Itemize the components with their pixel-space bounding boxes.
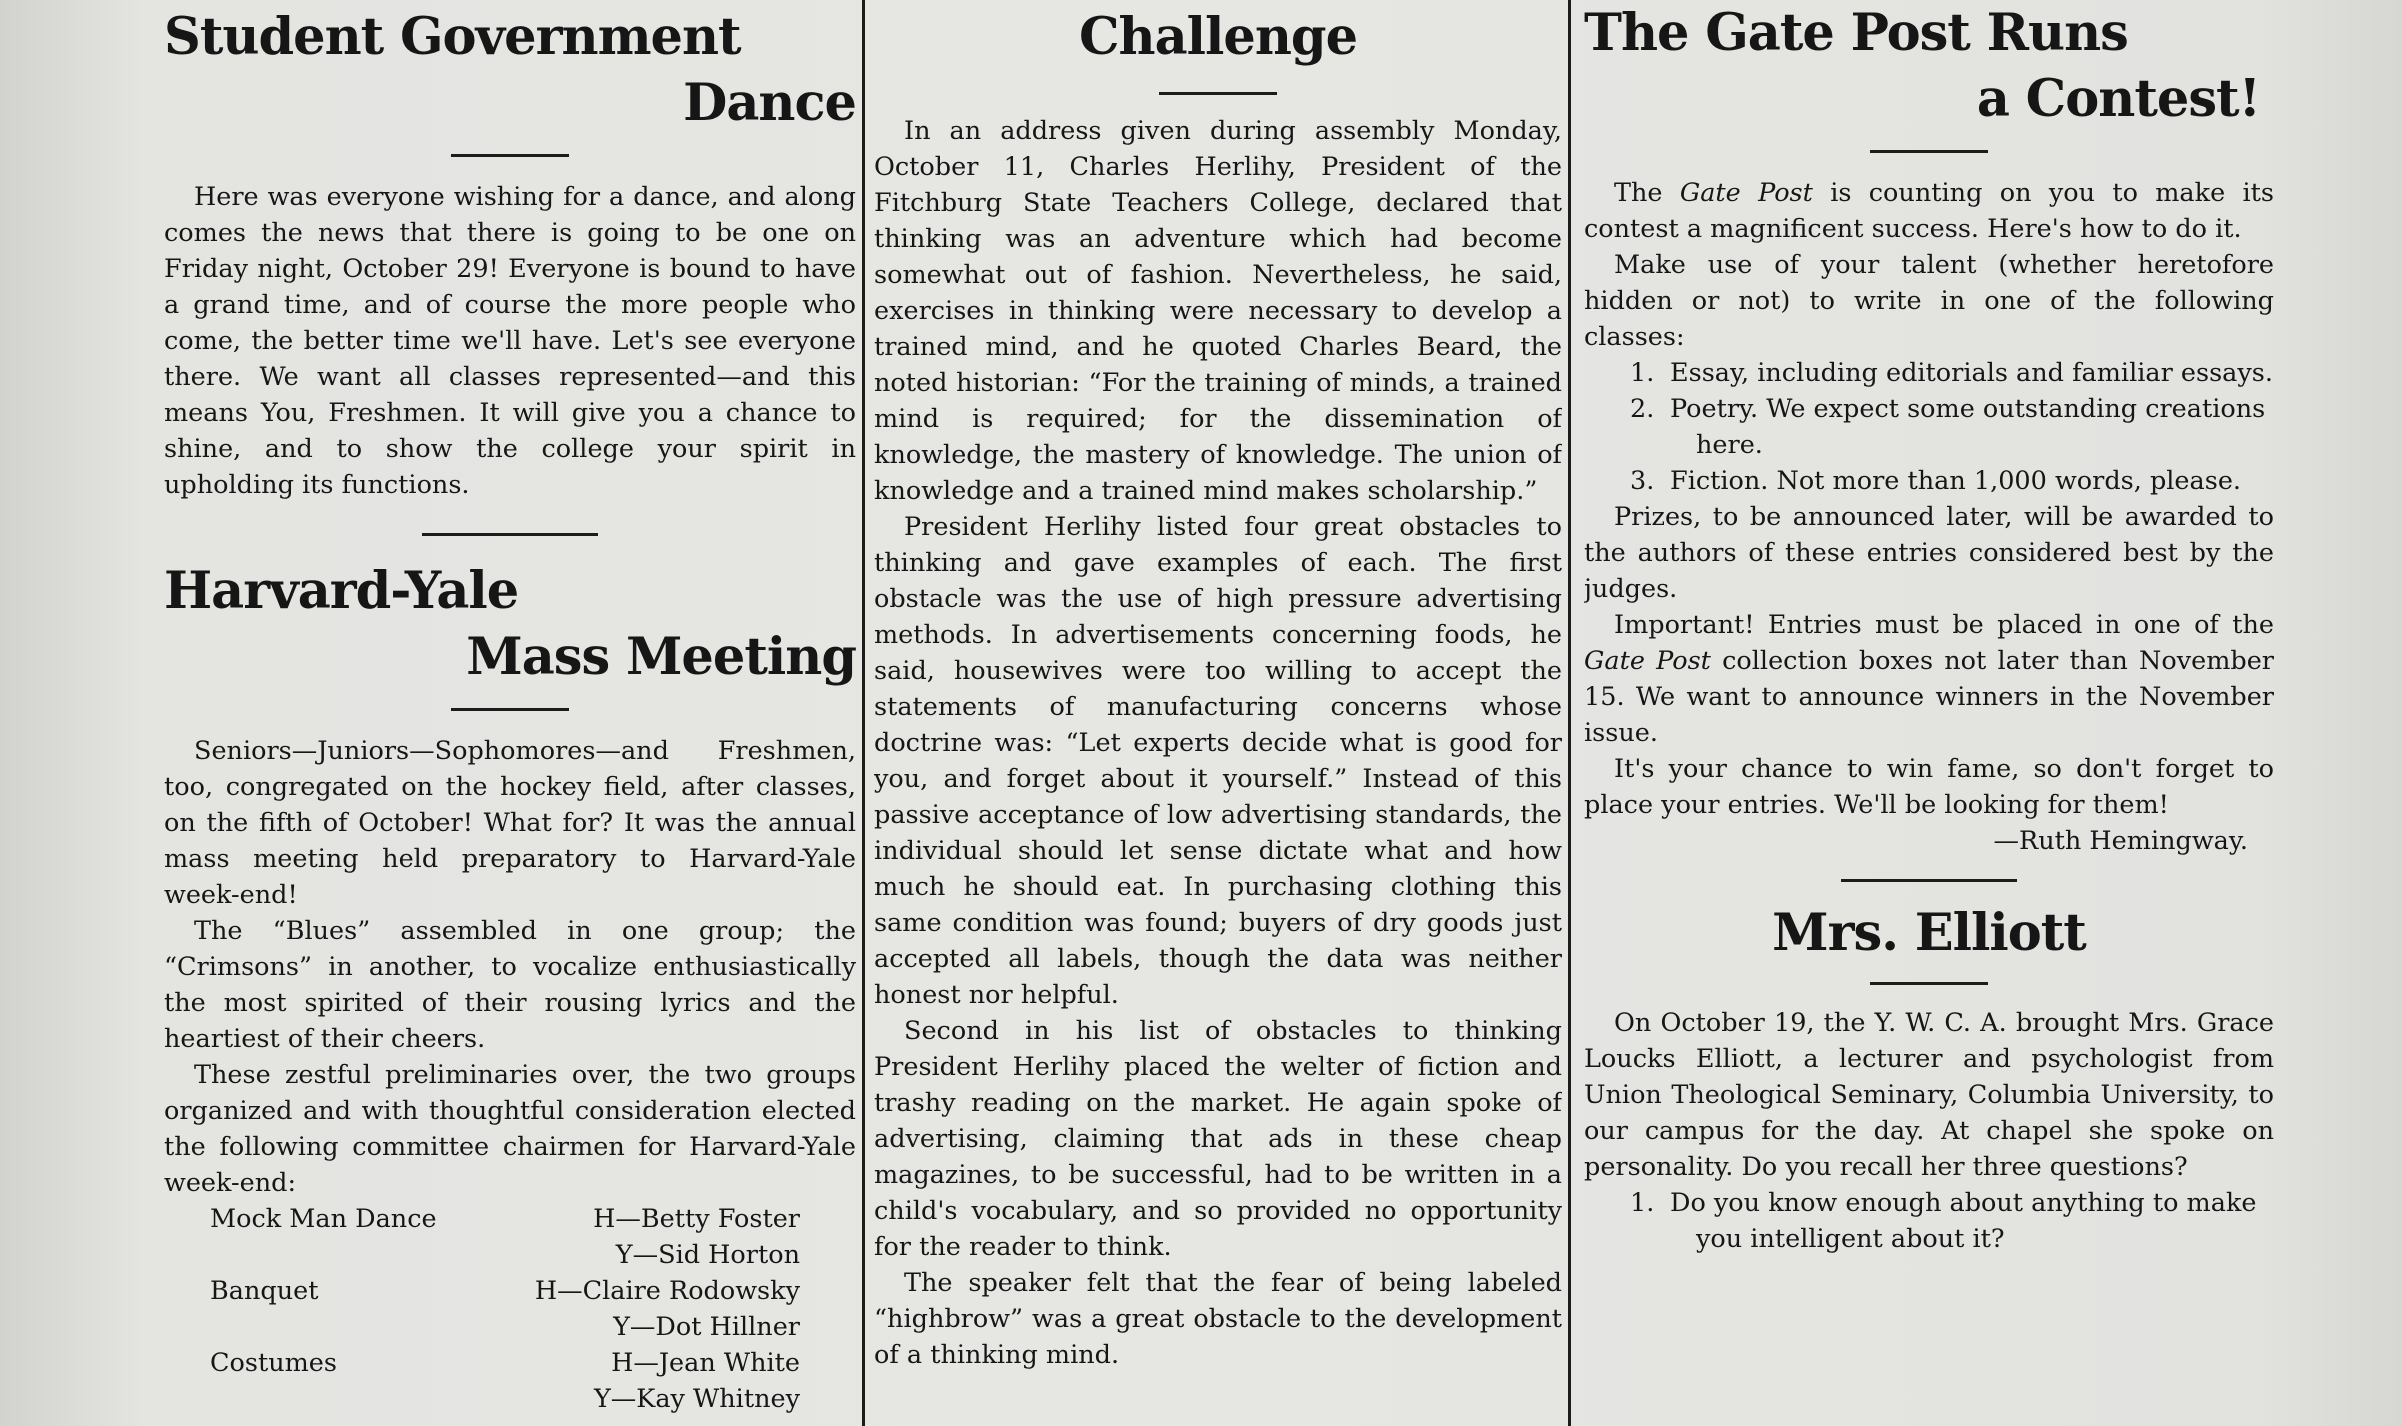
headline-challenge: Challenge bbox=[1078, 7, 1358, 67]
article-paragraph: Seniors—Juniors—Sophomores—and Freshmen, too, congregated on the hockey field, after classes, on the fifth of October! What for? It was the annual mass meeting held preparatory to Harvard-Yale week-end! bbox=[164, 736, 856, 910]
article-paragraph: President Herlihy listed four great obstacles to thinking and gave examples of each. The first obstacle was the use of high pressure advertising methods. In advertisements concerning foods, he said, housewives were too willing to accept the statements of manufacturing concerns whose doctrine was: “Let experts decide what is good for you, and forget about it yourself.” Instead of this passive acceptance of low advertising standards, the individual should let sense dictate what and how much he should eat. In purchasing clothing this same condition was found; buyers of dry goods just accepted all labels, though the data was neither honest nor helpful. bbox=[874, 512, 1562, 1010]
headline-rule bbox=[1870, 982, 1988, 985]
table-row: Banquet H—Claire Rodowsky bbox=[210, 1276, 800, 1306]
headline-rule bbox=[451, 708, 569, 711]
committee-chairmen-table bbox=[210, 1201, 800, 1417]
table-row: Y—Sid Horton bbox=[615, 1240, 800, 1270]
column-middle bbox=[874, 0, 1562, 1426]
article-signature: —Ruth Hemingway. bbox=[1993, 826, 2248, 856]
article-paragraph: It's your chance to win fame, so don't forget to place your entries. We'll be looking for them! bbox=[1584, 754, 2274, 820]
headline-rule bbox=[1870, 150, 1988, 153]
list-item: 1. Do you know enough about anything to make you intelligent about it? bbox=[1630, 1188, 2257, 1254]
article-paragraph: Prizes, to be announced later, will be awarded to the authors of these entries considered best by the judges. bbox=[1584, 502, 2274, 604]
contest-classes-list bbox=[1584, 355, 2274, 499]
article-paragraph: On October 19, the Y. W. C. A. brought Mrs. Grace Loucks Elliott, a lecturer and psychologist from Union Theological Seminary, Columbia University, to our campus for the day. At chapel she spoke on personality. Do you recall her three questions? bbox=[1584, 1008, 2274, 1182]
table-row: Mock Man Dance H—Betty Foster bbox=[210, 1204, 800, 1234]
column-right bbox=[1584, 0, 2274, 1426]
headline-mrs-elliott: Mrs. Elliott bbox=[1772, 903, 2086, 963]
headline-rule bbox=[451, 154, 569, 157]
headline-rule bbox=[1159, 92, 1277, 95]
list-item: 1. Essay, including editorials and familiar essays. bbox=[1630, 358, 2273, 388]
article-paragraph: Second in his list of obstacles to thinking President Herlihy placed the welter of fiction and trashy reading on the market. He again spoke of advertising, claiming that ads in these cheap magazines, to be successful, had to be written in a child's vocabulary, and so provided no opportunity for the reader to think. bbox=[874, 1016, 1562, 1262]
list-item: 3. Fiction. Not more than 1,000 words, please. bbox=[1630, 466, 2242, 496]
headline-gate-post-contest: The Gate Post Runs a Contest! bbox=[1584, 3, 2260, 129]
article-paragraph: The “Blues” assembled in one group; the “Crimsons” in another, to vocalize enthusiastically the most spirited of their rousing lyrics and the heartiest of their cheers. bbox=[164, 916, 856, 1054]
column-rule-right bbox=[1568, 0, 1571, 1426]
table-row: Costumes H—Jean White bbox=[210, 1348, 800, 1378]
column-left bbox=[164, 0, 856, 1426]
article-separator bbox=[422, 533, 598, 536]
headline-harvard-yale-mass-meeting: Harvard-Yale Mass Meeting bbox=[164, 561, 856, 687]
article-paragraph: The speaker felt that the fear of being labeled “highbrow” was a great obstacle to the development of a thinking mind. bbox=[874, 1268, 1562, 1370]
article-paragraph: Make use of your talent (whether heretofore hidden or not) to write in one of the following classes: bbox=[1584, 250, 2274, 352]
column-rule-left bbox=[862, 0, 865, 1426]
article-paragraph: In an address given during assembly Monday, October 11, Charles Herlihy, President of the Fitchburg State Teachers College, declared that thinking was an adventure which had become somewhat out of fashion. Nevertheless, he said, exercises in thinking were necessary to develop a trained mind, and he quoted Charles Beard, the noted historian: “For the training of minds, a trained mind is required; for the dissemination of knowledge, the mastery of knowledge. The union of knowledge and a trained mind makes scholarship.” bbox=[874, 116, 1562, 506]
headline-student-government-dance: Student Government Dance bbox=[164, 7, 856, 133]
elliott-questions-list bbox=[1584, 1185, 2274, 1257]
table-row: Y—Dot Hillner bbox=[613, 1312, 800, 1342]
article-paragraph: Important! Entries must be placed in one of the Gate Post collection boxes not later than November 15. We want to announce winners in the November issue. bbox=[1584, 610, 2274, 748]
article-paragraph: Here was everyone wishing for a dance, and along comes the news that there is going to be one on Friday night, October 29! Everyone is bound to have a grand time, and of course the more people who come, the better time we'll have. Let's see everyone there. We want all classes represented—and this means You, Freshmen. It will give you a chance to shine, and to show the college your spirit in upholding its functions. bbox=[164, 182, 856, 500]
table-row: Y—Kay Whitney bbox=[593, 1384, 800, 1414]
article-paragraph: These zestful preliminaries over, the two groups organized and with thoughtful consideration elected the following committee chairmen for Harvard-Yale week-end: bbox=[164, 1060, 856, 1198]
list-item: 2. Poetry. We expect some outstanding creations here. bbox=[1630, 394, 2266, 460]
article-paragraph: The Gate Post is counting on you to make its contest a magnificent success. Here's how to do it. bbox=[1584, 178, 2274, 244]
article-separator bbox=[1841, 879, 2017, 882]
